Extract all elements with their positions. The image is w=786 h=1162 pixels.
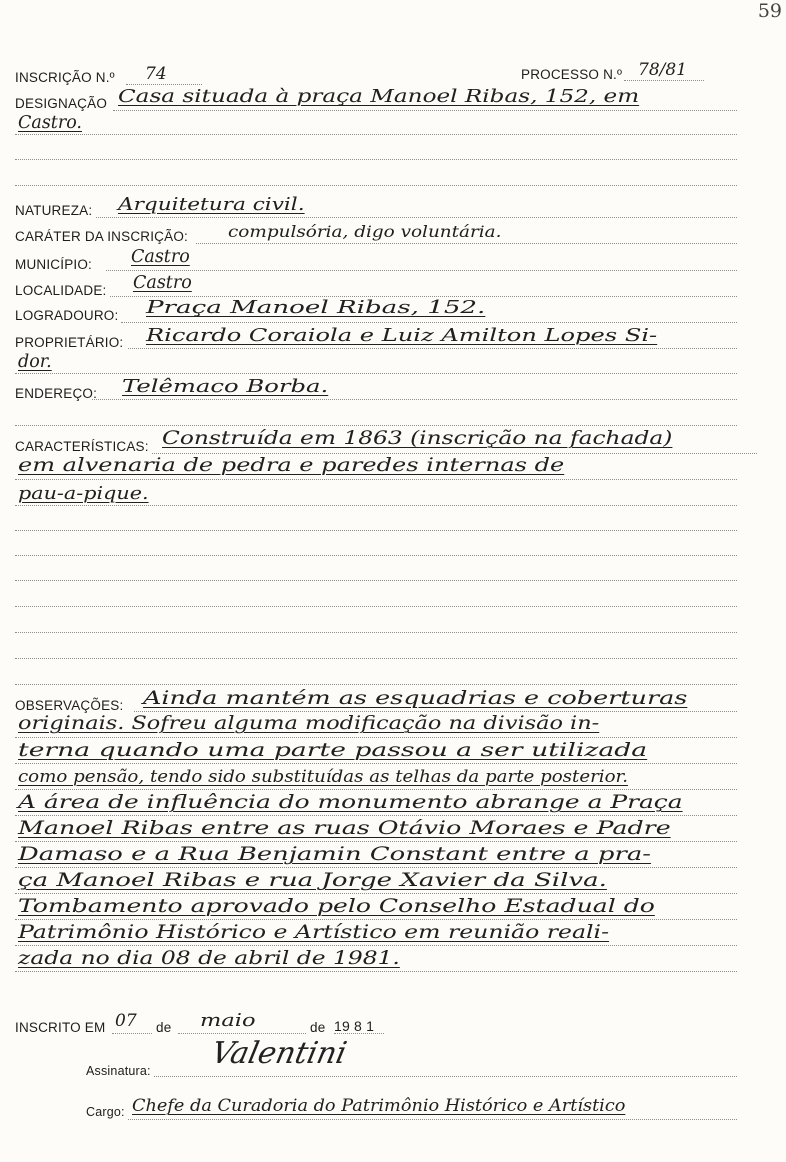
localidade-label: LOCALIDADE: xyxy=(15,283,107,298)
observacoes-line-2: originais. Sofreu alguma modificação na divisão in- xyxy=(18,713,600,734)
processo-value: 78/81 xyxy=(638,60,687,80)
observacoes-label: OBSERVAÇÕES: xyxy=(15,698,124,713)
observacoes-line-5: A área de influência do monumento abrange a Praça xyxy=(18,791,683,813)
inscrito-label: INSCRITO EM xyxy=(15,1020,106,1035)
designacao-line-2: Castro. xyxy=(18,113,82,133)
caracteristicas-line-1: Construída em 1863 (inscrição na fachada) xyxy=(162,428,673,449)
logradouro-value: Praça Manoel Ribas, 152. xyxy=(146,297,486,318)
assinatura-label: Assinatura: xyxy=(86,1064,151,1078)
carater-value: compulsória, digo voluntária. xyxy=(228,222,502,241)
proprietario-label: PROPRIETÁRIO: xyxy=(15,335,124,350)
inscrito-year: 19 8 1 xyxy=(334,1018,375,1034)
observacoes-line-6: Manoel Ribas entre as ruas Otávio Moraes e Padre xyxy=(18,817,671,839)
inscrito-day: 07 xyxy=(115,1011,137,1031)
caracteristicas-line-2: em alvenaria de pedra e paredes internas de xyxy=(18,455,565,476)
carater-label: CARÁTER DA INSCRIÇÃO: xyxy=(15,229,188,244)
municipio-value: Castro xyxy=(131,247,190,267)
processo-label: PROCESSO N.º xyxy=(521,67,623,82)
observacoes-line-9: Tombamento aprovado pelo Conselho Estadual do xyxy=(18,895,655,917)
localidade-value: Castro xyxy=(133,273,192,293)
proprietario-line-1: Ricardo Coraiola e Luiz Amilton Lopes Si- xyxy=(146,325,658,346)
inscrito-de-2: de xyxy=(310,1020,326,1035)
designacao-label: DESIGNAÇÃO xyxy=(15,96,108,111)
observacoes-line-10: Patrimônio Histórico e Artístico em reunião reali- xyxy=(18,921,610,943)
observacoes-line-7: Damaso e a Rua Benjamin Constant entre a pra- xyxy=(18,843,651,865)
cargo-label: Cargo: xyxy=(86,1105,125,1119)
observacoes-line-1: Ainda mantém as esquadrias e coberturas xyxy=(143,687,688,709)
municipio-label: MUNICÍPIO: xyxy=(15,257,93,272)
logradouro-label: LOGRADOURO: xyxy=(15,308,119,323)
inscricao-value: 74 xyxy=(145,64,167,84)
endereco-value: Telêmaco Borba. xyxy=(122,376,329,397)
inscrito-de-1: de xyxy=(156,1020,172,1035)
cargo-value: Chefe da Curadoria do Patrimônio Histórico e Artístico xyxy=(132,1096,626,1116)
inscricao-label: INSCRIÇÃO N.º xyxy=(15,70,115,85)
observacoes-line-8: ça Manoel Ribas e rua Jorge Xavier da Silva. xyxy=(18,869,607,891)
natureza-value: Arquitetura civil. xyxy=(118,194,305,215)
endereco-label: ENDEREÇO: xyxy=(15,386,98,401)
observacoes-line-4: como pensão, tendo sido substituídas as telhas da parte posterior. xyxy=(18,767,629,787)
natureza-label: NATUREZA: xyxy=(15,203,93,218)
caracteristicas-line-3: pau-a-pique. xyxy=(18,483,149,504)
inscrito-month: maio xyxy=(200,1010,256,1031)
page-number: 59 xyxy=(757,0,782,22)
observacoes-line-11: zada no dia 08 de abril de 1981. xyxy=(18,947,400,969)
observacoes-line-3: terna quando uma parte passou a ser utilizada xyxy=(18,739,648,761)
signature: Valentini xyxy=(208,1036,350,1071)
proprietario-line-2: dor. xyxy=(18,352,52,372)
caracteristicas-label: CARACTERÍSTICAS: xyxy=(15,439,149,454)
designacao-line-1: Casa situada à praça Manoel Ribas, 152, em xyxy=(118,87,640,107)
